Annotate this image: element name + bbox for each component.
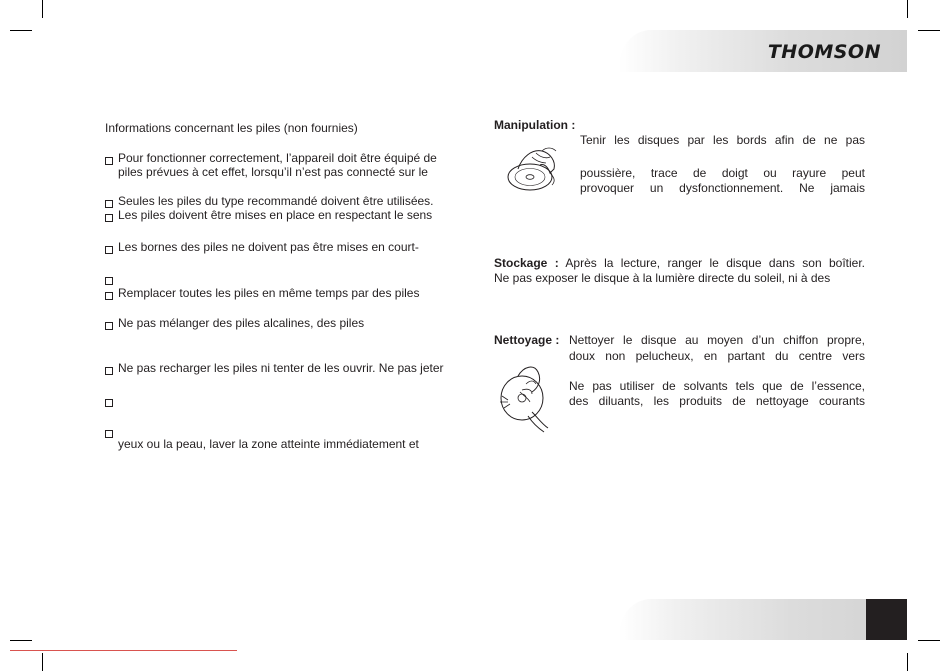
header-band [619, 30, 907, 72]
battery-item-line: Remplacer toutes les piles en même temps par des piles [118, 286, 420, 300]
battery-item-line: Ne pas recharger les piles ni tenter de les ouvrir. Ne pas jeter [118, 361, 444, 375]
crop-mark [918, 30, 940, 31]
nettoyage-line: Ne pas utiliser de solvants tels que de l’essence, [569, 379, 865, 393]
nettoyage-line: des diluants, les produits de nettoyage courants [569, 394, 865, 408]
nettoyage-line: doux non pelucheux, en partant du centre vers [569, 349, 865, 363]
bullet-box [105, 399, 113, 407]
manipulation-line: provoquer un dysfonctionnement. Ne jamais [580, 181, 865, 195]
crop-mark [918, 640, 940, 641]
red-rule [10, 650, 237, 651]
battery-item-line: Pour fonctionner correctement, l’appareil doit être équipé de [118, 151, 437, 165]
bullet-box [105, 292, 113, 300]
disc-cleaning-illustration [498, 362, 554, 434]
nettoyage-line: Nettoyer le disque au moyen d’un chiffon propre, [569, 333, 865, 347]
manipulation-heading: Manipulation : [494, 118, 576, 132]
footer-band [619, 599, 907, 640]
battery-item-line: Les bornes des piles ne doivent pas être mises en court- [118, 240, 419, 254]
crop-mark [42, 653, 43, 671]
stockage-text: Après la lecture, ranger le disque dans son boîtier. [565, 256, 865, 270]
stockage-line [494, 256, 865, 271]
battery-item-line: Ne pas mélanger des piles alcalines, des piles [118, 316, 365, 330]
manipulation-line: poussière, trace de doigt ou rayure peut [580, 166, 865, 180]
bullet-box [105, 430, 113, 438]
bullet-box [105, 200, 113, 208]
manipulation-line: Tenir les disques par les bords afin de ne pas [580, 133, 865, 147]
crop-mark [907, 0, 908, 18]
nettoyage-heading: Nettoyage : [494, 333, 560, 347]
battery-item-line: Seules les piles du type recommandé doivent être utilisées. [118, 194, 434, 208]
bullet-box [105, 367, 113, 375]
bullet-box [105, 214, 113, 222]
battery-item-line: yeux ou la peau, laver la zone atteinte immédiatement et [118, 437, 419, 451]
disc-handling-illustration [500, 143, 570, 197]
battery-item-line: piles prévues à cet effet, lorsqu’il n’est pas connecté sur le [118, 165, 428, 179]
bullet-box [105, 246, 113, 254]
battery-section-title: Informations concernant les piles (non fournies) [105, 121, 358, 135]
stockage-line: Ne pas exposer le disque à la lumière directe du soleil, ni à des [494, 271, 831, 285]
page-number-box [866, 599, 907, 640]
crop-mark [907, 653, 908, 671]
crop-mark [10, 30, 32, 31]
crop-mark [10, 640, 32, 641]
bullet-box [105, 322, 113, 330]
bullet-box [105, 157, 113, 165]
crop-mark [42, 0, 43, 18]
brand-logo: THOMSON [767, 41, 881, 63]
bullet-box [105, 277, 113, 285]
battery-item-line: Les piles doivent être mises en place en respectant le sens [118, 208, 433, 222]
stockage-heading: Stockage : [494, 256, 559, 270]
